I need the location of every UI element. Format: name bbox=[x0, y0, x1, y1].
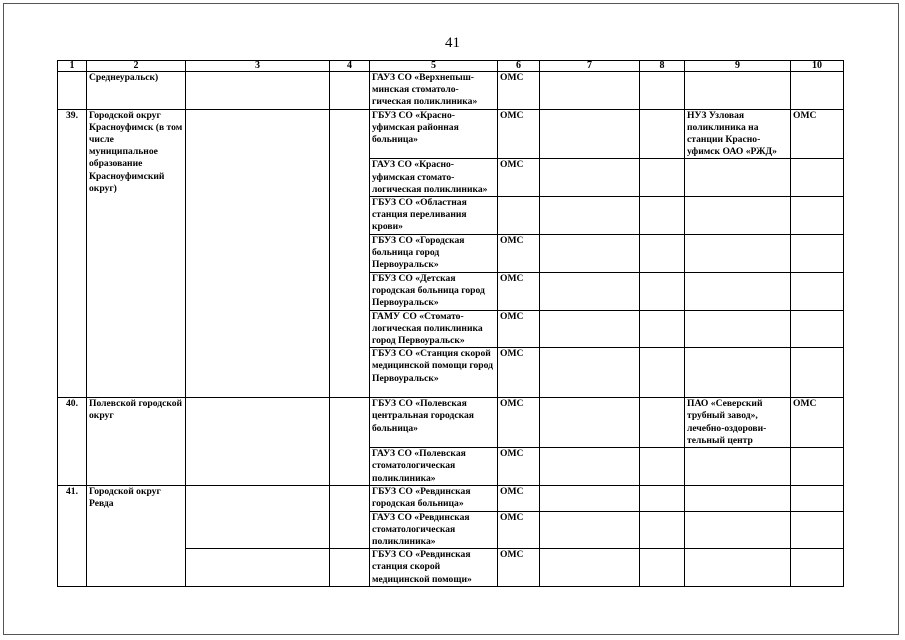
cell-municipality: Полевской городской округ bbox=[87, 398, 186, 486]
cell-funding: ОМС bbox=[498, 159, 540, 197]
cell-col4 bbox=[330, 486, 370, 549]
cell-other-organization bbox=[685, 448, 791, 486]
cell-other-funding: ОМС bbox=[791, 398, 844, 448]
cell-col3 bbox=[186, 72, 330, 110]
cell-funding: ОМС bbox=[498, 511, 540, 549]
cell-other-organization: ПАО «Северский трубный завод», лечебно-оздорови-тельный центр bbox=[685, 398, 791, 448]
cell-col7 bbox=[540, 310, 640, 348]
table-row bbox=[58, 398, 844, 448]
col-header-3: 3 bbox=[186, 61, 330, 72]
cell-municipality: Городской округ Красноуфимск (в том числе муниципальное образование Красноуфимский округ) bbox=[87, 109, 186, 398]
cell-col7 bbox=[540, 159, 640, 197]
cell-funding: ОМС bbox=[498, 348, 540, 398]
cell-organization: ГБУЗ СО «Областная станция переливания крови» bbox=[370, 197, 498, 235]
cell-organization: ГБУЗ СО «Красно-уфимская районная больница» bbox=[370, 109, 498, 159]
cell-col7 bbox=[540, 348, 640, 398]
cell-other-funding bbox=[791, 310, 844, 348]
cell-col4 bbox=[330, 549, 370, 587]
cell-col8 bbox=[640, 159, 685, 197]
cell-organization: ГБУЗ СО «Станция скорой медицинской помощи город Первоуральск» bbox=[370, 348, 498, 398]
cell-other-organization bbox=[685, 310, 791, 348]
cell-funding: ОМС bbox=[498, 486, 540, 511]
cell-col8 bbox=[640, 398, 685, 448]
cell-organization: ГБУЗ СО «Ревдинская городская больница» bbox=[370, 486, 498, 511]
cell-organization: ГАУЗ СО «Красно-уфимская стомато-логическая поликлиника» bbox=[370, 159, 498, 197]
cell-col7 bbox=[540, 72, 640, 110]
col-header-2: 2 bbox=[87, 61, 186, 72]
cell-col8 bbox=[640, 72, 685, 110]
col-header-8: 8 bbox=[640, 61, 685, 72]
cell-other-funding bbox=[791, 272, 844, 310]
cell-organization: ГАМУ СО «Стомато-логическая поликлиника город Первоуральск» bbox=[370, 310, 498, 348]
cell-col7 bbox=[540, 448, 640, 486]
cell-other-organization bbox=[685, 159, 791, 197]
services-table bbox=[57, 60, 844, 587]
cell-col8 bbox=[640, 348, 685, 398]
cell-other-organization bbox=[685, 235, 791, 273]
cell-funding bbox=[498, 197, 540, 235]
cell-col7 bbox=[540, 109, 640, 159]
cell-other-funding bbox=[791, 486, 844, 511]
cell-funding: ОМС bbox=[498, 109, 540, 159]
cell-number: 40. bbox=[58, 398, 87, 486]
cell-organization: ГАУЗ СО «Ревдинская стоматологическая поликлиника» bbox=[370, 511, 498, 549]
cell-organization: ГБУЗ СО «Городская больница город Первоуральск» bbox=[370, 235, 498, 273]
cell-other-funding bbox=[791, 348, 844, 398]
cell-other-organization: НУЗ Узловая поликлиника на станции Красно-уфимск ОАО «РЖД» bbox=[685, 109, 791, 159]
col-header-7: 7 bbox=[540, 61, 640, 72]
cell-funding: ОМС bbox=[498, 72, 540, 110]
col-header-5: 5 bbox=[370, 61, 498, 72]
col-header-4: 4 bbox=[330, 61, 370, 72]
cell-col7 bbox=[540, 272, 640, 310]
cell-municipality: Городской округ Ревда bbox=[87, 486, 186, 587]
cell-other-organization bbox=[685, 549, 791, 587]
cell-funding: ОМС bbox=[498, 398, 540, 448]
cell-col3 bbox=[186, 398, 330, 486]
cell-col3 bbox=[186, 486, 330, 549]
table-row bbox=[58, 109, 844, 159]
cell-organization: ГБУЗ СО «Полевская центральная городская больница» bbox=[370, 398, 498, 448]
cell-organization: ГБУЗ СО «Ревдинская станция скорой медицинской помощи» bbox=[370, 549, 498, 587]
cell-funding: ОМС bbox=[498, 272, 540, 310]
cell-other-funding bbox=[791, 72, 844, 110]
cell-col8 bbox=[640, 511, 685, 549]
table-row bbox=[58, 72, 844, 110]
cell-col8 bbox=[640, 486, 685, 511]
cell-organization: ГБУЗ СО «Детская городская больница город Первоуральск» bbox=[370, 272, 498, 310]
cell-other-organization bbox=[685, 511, 791, 549]
cell-col7 bbox=[540, 235, 640, 273]
cell-other-organization bbox=[685, 72, 791, 110]
cell-municipality: Среднеуральск) bbox=[87, 72, 186, 110]
cell-col7 bbox=[540, 197, 640, 235]
col-header-6: 6 bbox=[498, 61, 540, 72]
cell-number: 41. bbox=[58, 486, 87, 587]
col-header-10: 10 bbox=[791, 61, 844, 72]
cell-number: 39. bbox=[58, 109, 87, 398]
cell-col8 bbox=[640, 197, 685, 235]
cell-number bbox=[58, 72, 87, 110]
cell-col4 bbox=[330, 109, 370, 398]
cell-other-funding bbox=[791, 159, 844, 197]
cell-col4 bbox=[330, 72, 370, 110]
cell-other-funding: ОМС bbox=[791, 109, 844, 159]
cell-col3 bbox=[186, 549, 330, 587]
cell-other-organization bbox=[685, 197, 791, 235]
cell-other-organization bbox=[685, 272, 791, 310]
cell-col7 bbox=[540, 398, 640, 448]
cell-funding: ОМС bbox=[498, 310, 540, 348]
cell-organization: ГАУЗ СО «Полевская стоматологическая поликлиника» bbox=[370, 448, 498, 486]
cell-col7 bbox=[540, 549, 640, 587]
cell-col3 bbox=[186, 109, 330, 398]
cell-organization: ГАУЗ СО «Верхнепыш-минская стоматоло-гическая поликлиника» bbox=[370, 72, 498, 110]
cell-col8 bbox=[640, 448, 685, 486]
header-row bbox=[58, 61, 844, 72]
table-row bbox=[58, 486, 844, 511]
cell-col4 bbox=[330, 398, 370, 486]
cell-funding: ОМС bbox=[498, 235, 540, 273]
cell-col8 bbox=[640, 549, 685, 587]
cell-other-organization bbox=[685, 486, 791, 511]
cell-col7 bbox=[540, 511, 640, 549]
cell-other-funding bbox=[791, 197, 844, 235]
cell-other-funding bbox=[791, 448, 844, 486]
cell-funding: ОМС bbox=[498, 448, 540, 486]
cell-col8 bbox=[640, 310, 685, 348]
cell-col7 bbox=[540, 486, 640, 511]
cell-other-funding bbox=[791, 511, 844, 549]
cell-col8 bbox=[640, 272, 685, 310]
col-header-9: 9 bbox=[685, 61, 791, 72]
cell-other-organization bbox=[685, 348, 791, 398]
cell-other-funding bbox=[791, 235, 844, 273]
cell-col8 bbox=[640, 109, 685, 159]
cell-other-funding bbox=[791, 549, 844, 587]
cell-funding: ОМС bbox=[498, 549, 540, 587]
col-header-1: 1 bbox=[58, 61, 87, 72]
cell-col8 bbox=[640, 235, 685, 273]
page-number: 41 bbox=[445, 35, 460, 51]
